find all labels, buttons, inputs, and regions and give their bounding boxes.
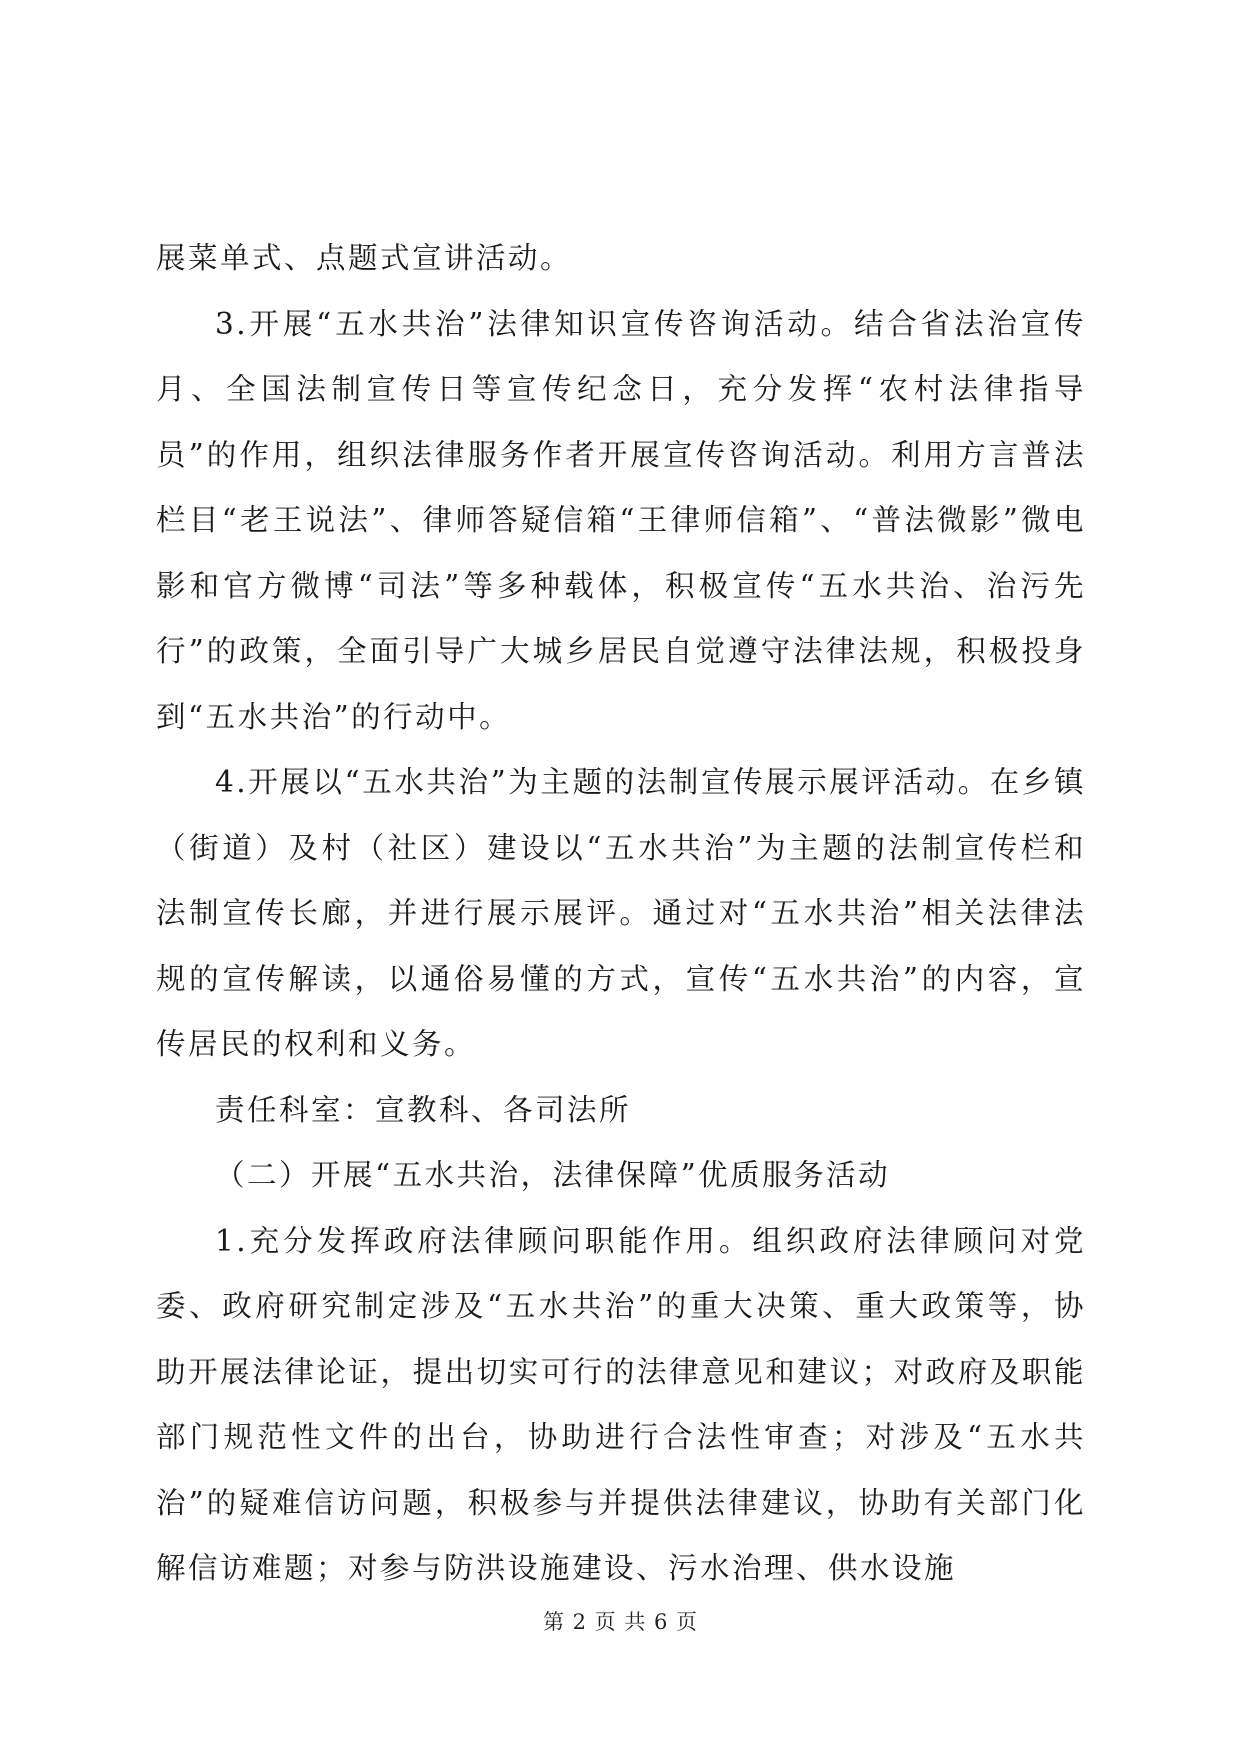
responsible-department-line: 责任科室：宣教科、各司法所 <box>215 1092 632 1127</box>
paragraph-item-3: 3.开展“五水共治”法律知识宣传咨询活动。结合省法治宣传月、全国法制宣传日等宣传纪念日，充分发挥“农村法律指导员”的作用，组织法律服务作者开展宣传咨询活动。利用方言普法栏目“老王说法”、律师答疑信箱“王律师信箱”、“普法微影”微电影和官方微博“司法”等多种载体，积极宣传“五水共治、治污先行”的政策，全面引导广大城乡居民自觉遵守法律法规，积极投身到“五水共治”的行动中。 <box>156 306 1086 734</box>
paragraph-continuation: 展菜单式、点题式宣讲活动。 <box>156 241 573 275</box>
document-body <box>156 226 1086 1602</box>
paragraph-section2-item-1: 1.充分发挥政府法律顾问职能作用。组织政府法律顾问对党委、政府研究制定涉及“五水共治”的重大决策、重大政策等，协助开展法律论证，提出切实可行的法律意见和建议；对政府及职能部门规范性文件的出台，协助进行合法性审查；对涉及“五水共治”的疑难信访问题，积极参与并提供法律建议，协助有关部门化解信访难题；对参与防洪设施建设、污水治理、供水设施 <box>156 1223 1086 1585</box>
paragraph-item-4: 4.开展以“五水共治”为主题的法制宣传展示展评活动。在乡镇（街道）及村（社区）建设以“五水共治”为主题的法制宣传栏和法制宣传长廊，并进行展示展评。通过对“五水共治”相关法律法规的宣传解读，以通俗易懂的方式，宣传“五水共治”的内容，宣传居民的权利和义务。 <box>156 765 1086 1061</box>
page-number-footer: 第 2 页 共 6 页 <box>542 1610 699 1634</box>
section-heading-2: （二）开展“五水共治，法律保障”优质服务活动 <box>215 1158 891 1192</box>
